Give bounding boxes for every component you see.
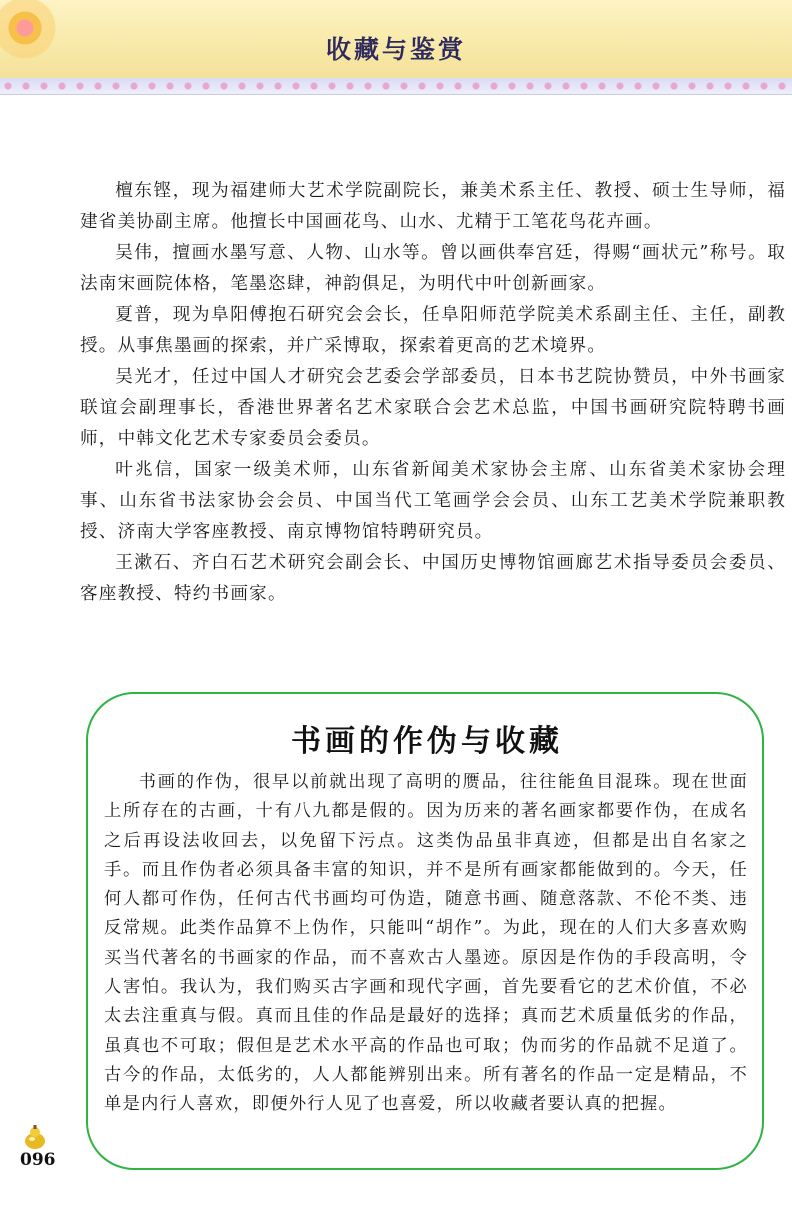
box-paragraph: 书画的作伪，很早以前就出现了高明的赝品，往往能鱼目混珠。现在世面上所存在的古画，十有八九都是假的。因为历来的著名画家都要作伪，在成名之后再设法收回去，以免留下污点。这类伪品虽非真迹，但都是出自名家之手。而且作伪者必须具备丰富的知识，并不是所有画家都能做到的。今天，任何人都可作伪，任何古代书画均可伪造，随意书画、随意落款、不伦不类、违反常规。此类作品算不上伪作，只能叫“胡作”。为此，现在的人们大多喜欢购买当代著名的书画家的作品，而不喜欢古人墨迹。原因是作伪的手段高明，令人害怕。我认为，我们购买古字画和现代字画，首先要看它的艺术价值，不必太去注重真与假。真而且佳的作品是最好的选择；真而艺术质量低劣的作品，虽真也不可取；假但是艺术水平高的作品也可取；伪而劣的作品就不足道了。古今的作品，太低劣的，人人都能辨别出来。所有著名的作品一定是精品，不单是内行人喜欢，即便外行人见了也喜爱，所以收藏者要认真的把握。 xyxy=(104,772,748,1115)
section-title: 收藏与鉴赏 xyxy=(325,35,466,64)
main-text xyxy=(80,176,786,610)
paragraph: 叶兆信，国家一级美术师，山东省新闻美术家协会主席、山东省美术家协会理事、山东省书法家协会会员、中国当代工笔画学会会员、山东工艺美术学院兼职教授、济南大学客座教授、南京博物馆特聘研究员。 xyxy=(80,460,786,542)
paragraph: 檀东铿，现为福建师大艺术学院副院长，兼美术系主任、教授、硕士生导师，福建省美协副主席。他擅长中国画花鸟、山水、尤精于工笔花鸟花卉画。 xyxy=(80,181,786,232)
paragraph: 吴光才，任过中国人才研究会艺委会学部委员，日本书艺院协赞员，中外书画家联谊会副理事长，香港世界著名艺术家联合会艺术总监，中国书画研究院特聘书画师，中韩文化艺术专家委员会委员。 xyxy=(80,367,786,449)
decorative-border xyxy=(0,78,792,95)
box-title: 书画的作伪与收藏 xyxy=(291,724,563,759)
sidebar-box xyxy=(86,692,764,1170)
page-number: 096 xyxy=(20,1150,56,1170)
paragraph: 王漱石、齐白石艺术研究会副会长、中国历史博物馆画廊艺术指导委员会委员、客座教授、特约书画家。 xyxy=(80,553,786,604)
gourd-ornament-icon xyxy=(22,1124,48,1150)
paragraph: 夏普，现为阜阳傅抱石研究会会长，任阜阳师范学院美术系副主任、主任，副教授。从事焦墨画的探索，并广采博取，探索着更高的艺术境界。 xyxy=(80,305,786,356)
paragraph: 吴伟，擅画水墨写意、人物、山水等。曾以画供奉宫廷，得赐“画状元”称号。取法南宋画院体格，笔墨恣肆，神韵俱足，为明代中叶创新画家。 xyxy=(80,243,786,294)
box-text xyxy=(104,768,748,1120)
page-header xyxy=(0,0,792,78)
